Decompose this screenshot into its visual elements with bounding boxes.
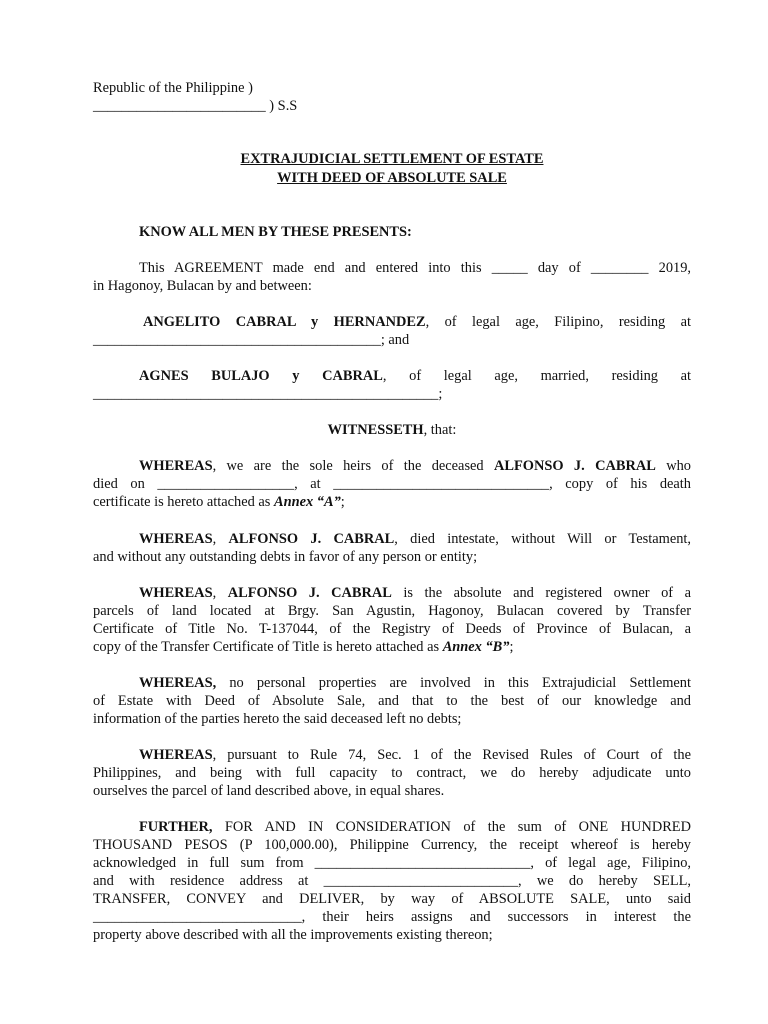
whereas-5-line-3: ourselves the parcel of land described above, in equal shares.	[93, 783, 445, 799]
whereas-3-line-2: parcels of land located at Brgy. San Agustin, Hagonoy, Bulacan covered by Transfer	[93, 603, 691, 619]
whereas-3-line-3: Certificate of Title No. T-137044, of the Registry of Deeds of Province of Bulacan, a	[93, 621, 691, 637]
further-line-6: _____________________________, their heirs assigns and successors in interest the	[93, 909, 691, 925]
whereas-1-line-1: WHEREAS, we are the sole heirs of the deceased ALFONSO J. CABRAL who	[139, 458, 691, 474]
further-line-5: TRANSFER, CONVEY and DELIVER, by way of ABSOLUTE SALE, unto said	[93, 891, 691, 907]
further-line-7: property above described with all the improvements existing thereon;	[93, 927, 493, 943]
whereas-1-line-3: certificate is hereto attached as Annex “A”;	[93, 494, 345, 510]
title-line-1: EXTRAJUDICIAL SETTLEMENT OF ESTATE	[240, 151, 544, 167]
whereas-3-line-1: WHEREAS, ALFONSO J. CABRAL is the absolute and registered owner of a	[139, 585, 691, 601]
venue-blank: ________________________	[93, 98, 266, 114]
title-line-2: WITH DEED OF ABSOLUTE SALE	[277, 170, 507, 186]
whereas-2-line-2: and without any outstanding debts in favor of any person or entity;	[93, 549, 478, 565]
whereas-3-line-4: copy of the Transfer Certificate of Title is hereto attached as Annex “B”;	[93, 639, 514, 655]
whereas-5-line-2: Philippines, and being with full capacity to contract, we do hereby adjudicate unto	[93, 765, 691, 781]
intro-heading: KNOW ALL MEN BY THESE PRESENTS:	[139, 224, 412, 240]
whereas-1-line-2: died on ___________________, at ______________________________, copy of his death	[93, 476, 691, 492]
witnesseth: WITNESSETH, that:	[327, 422, 457, 438]
agreement-line-1: This AGREEMENT made end and entered into this _____ day of ________ 2019,	[139, 260, 691, 276]
party2-line-2: ________________________________________________;	[93, 386, 443, 402]
further-line-3: acknowledged in full sum from ______________________________, of legal age, Filipino,	[93, 855, 691, 871]
further-line-4: and with residence address at ___________________________, we do hereby SELL,	[93, 873, 691, 889]
venue-line-2	[93, 97, 691, 115]
party1-line-1: ANGELITO CABRAL y HERNANDEZ, of legal age, Filipino, residing at	[143, 314, 691, 330]
whereas-4-line-2: of Estate with Deed of Absolute Sale, and that to the best of our knowledge and	[93, 693, 691, 709]
further-line-2: THOUSAND PESOS (P 100,000.00), Philippine Currency, the receipt whereof is hereby	[93, 837, 691, 853]
whereas-4-line-3: information of the parties hereto the said deceased left no debts;	[93, 711, 462, 727]
further-line-1: FURTHER, FOR AND IN CONSIDERATION of the sum of ONE HUNDRED	[139, 819, 691, 835]
whereas-4-line-1: WHEREAS, no personal properties are involved in this Extrajudicial Settlement	[139, 675, 691, 691]
whereas-5-line-1: WHEREAS, pursuant to Rule 74, Sec. 1 of the Revised Rules of Court of the	[139, 747, 691, 763]
agreement-line-2: in Hagonoy, Bulacan by and between:	[93, 278, 312, 294]
party1-line-2: ________________________________________; and	[93, 332, 410, 348]
venue-line-1: Republic of the Philippine )	[93, 80, 253, 96]
whereas-2-line-1: WHEREAS, ALFONSO J. CABRAL, died intestate, without Will or Testament,	[139, 531, 691, 547]
venue-ss: ) S.S	[269, 98, 298, 114]
party2-line-1: AGNES BULAJO y CABRAL, of legal age, married, residing at	[139, 368, 691, 384]
